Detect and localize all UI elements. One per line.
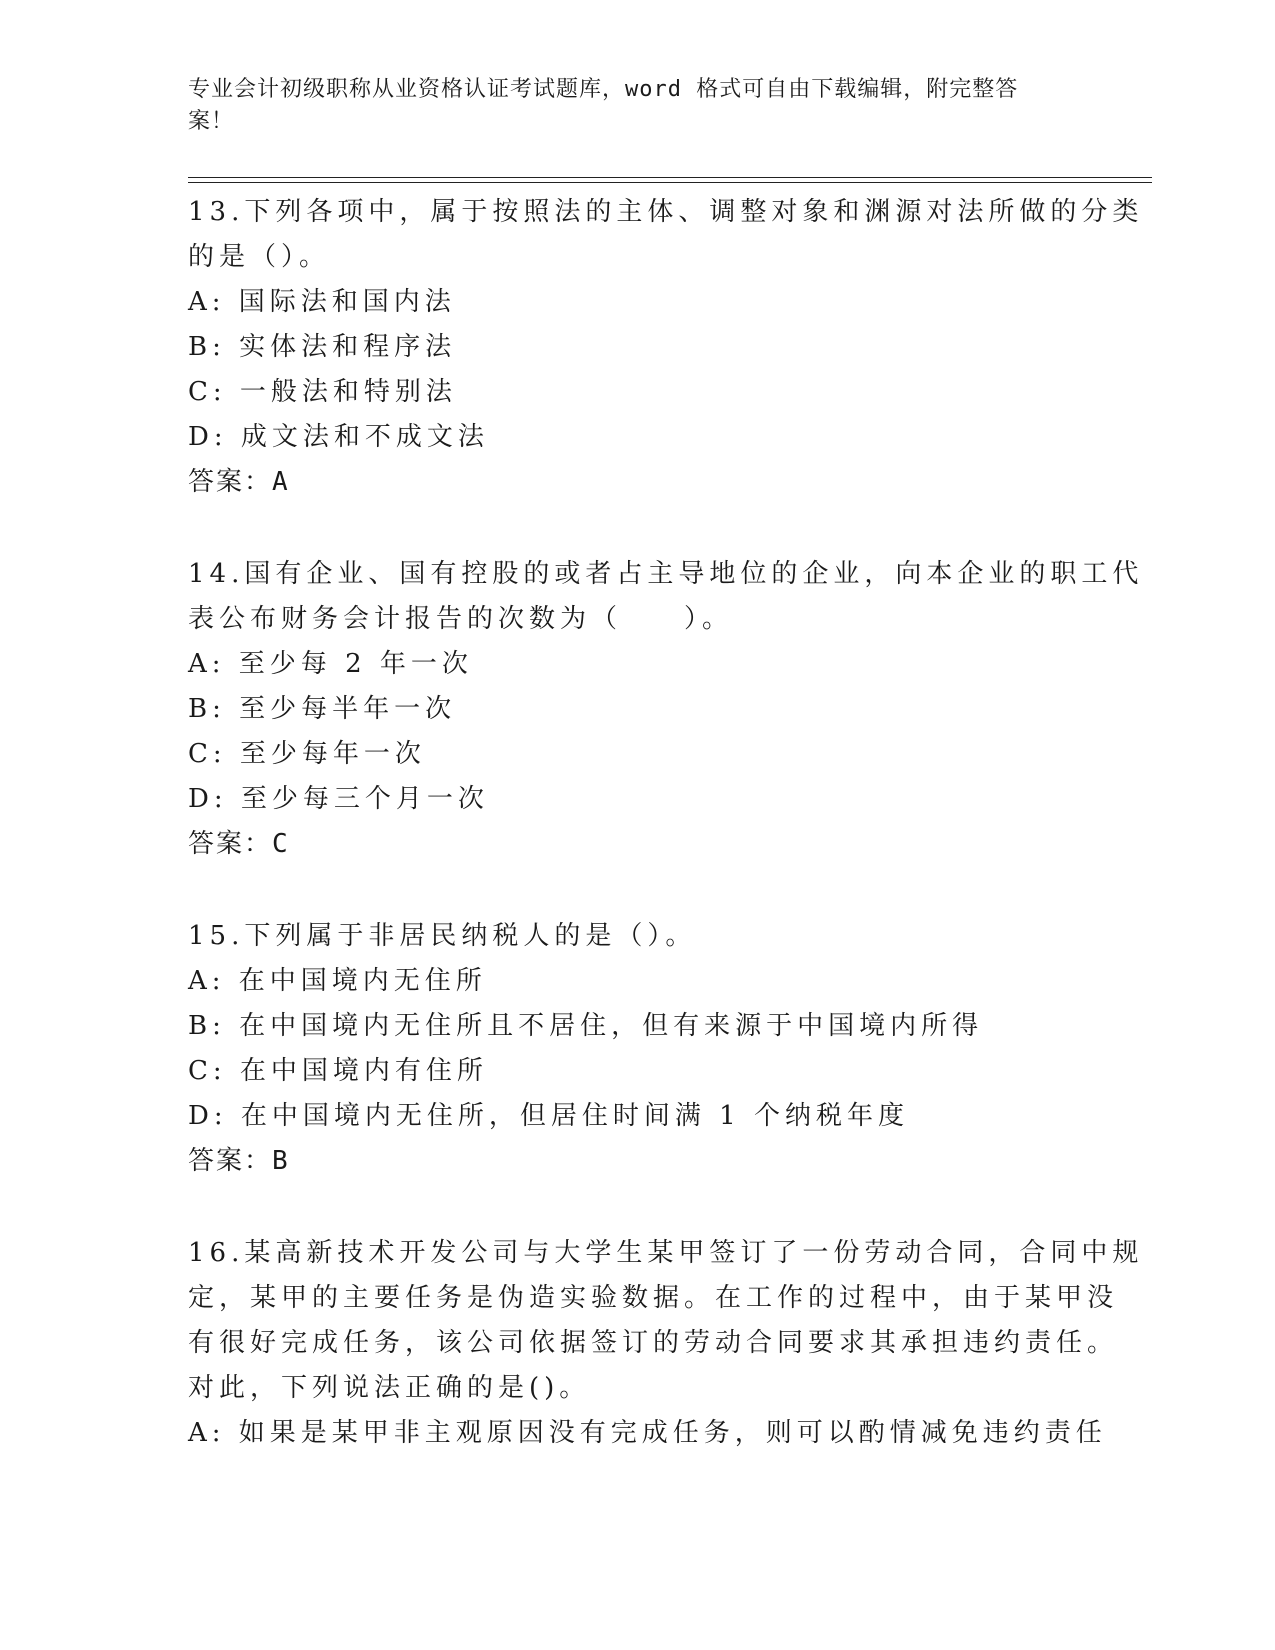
- spacer: [188, 505, 1088, 552]
- option-c: C: 在中国境内有住所: [188, 1056, 488, 1086]
- spacer: [188, 867, 1088, 914]
- option-a: A: 在中国境内无住所: [188, 966, 487, 996]
- option-b: B: 在中国境内无住所且不居住，但有来源于中国境内所得: [188, 1011, 984, 1041]
- question-stem-line: 表公布财务会计报告的次数为（ ）。: [188, 604, 734, 634]
- option-a: A: 至少每 2 年一次: [188, 649, 473, 679]
- option-c: C: 一般法和特别法: [188, 377, 457, 407]
- question-list: [188, 190, 1144, 1456]
- page-header: [188, 74, 1068, 138]
- option-a: A: 如果是某甲非主观原因没有完成任务，则可以酌情减免违约责任: [188, 1418, 1107, 1448]
- option-a: A: 国际法和国内法: [188, 287, 456, 317]
- header-divider-top: [188, 177, 1152, 178]
- question-stem-line: 15.下列属于非居民纳税人的是（）。: [188, 921, 697, 951]
- question-stem-line: 定，某甲的主要任务是伪造实验数据。在工作的过程中，由于某甲没: [188, 1283, 1119, 1313]
- option-d: D: 成文法和不成文法: [188, 422, 489, 452]
- question-stem-line: 16.某高新技术开发公司与大学生某甲签订了一份劳动合同，合同中规: [188, 1238, 1144, 1268]
- answer-line: 答案：B: [188, 1146, 290, 1176]
- header-text-line-1: 专业会计初级职称从业资格认证考试题库，word 格式可自由下载编辑，附完整答: [188, 77, 1019, 102]
- question-stem-line: 13.下列各项中，属于按照法的主体、调整对象和渊源对法所做的分类: [188, 197, 1144, 227]
- question-stem-line: 有很好完成任务，该公司依据签订的劳动合同要求其承担违约责任。: [188, 1328, 1119, 1358]
- option-b: B: 至少每半年一次: [188, 694, 457, 724]
- option-b: B: 实体法和程序法: [188, 332, 457, 362]
- spacer: [188, 1184, 1088, 1231]
- question-stem-line: 14.国有企业、国有控股的或者占主导地位的企业，向本企业的职工代: [188, 559, 1144, 589]
- option-c: C: 至少每年一次: [188, 739, 426, 769]
- answer-line: 答案：A: [188, 467, 290, 497]
- question-15: [188, 914, 1088, 1184]
- header-divider-bottom: [188, 182, 1152, 183]
- question-13: [188, 190, 1144, 505]
- answer-line: 答案：C: [188, 829, 290, 859]
- question-16: [188, 1231, 1144, 1456]
- question-stem-line: 的是（）。: [188, 242, 331, 272]
- question-14: [188, 552, 1144, 867]
- option-d: D: 至少每三个月一次: [188, 784, 489, 814]
- question-stem-line: 对此，下列说法正确的是()。: [188, 1373, 591, 1403]
- header-text-line-2: 案！: [188, 109, 235, 134]
- option-d: D: 在中国境内无住所，但居住时间满 1 个纳税年度: [188, 1101, 909, 1131]
